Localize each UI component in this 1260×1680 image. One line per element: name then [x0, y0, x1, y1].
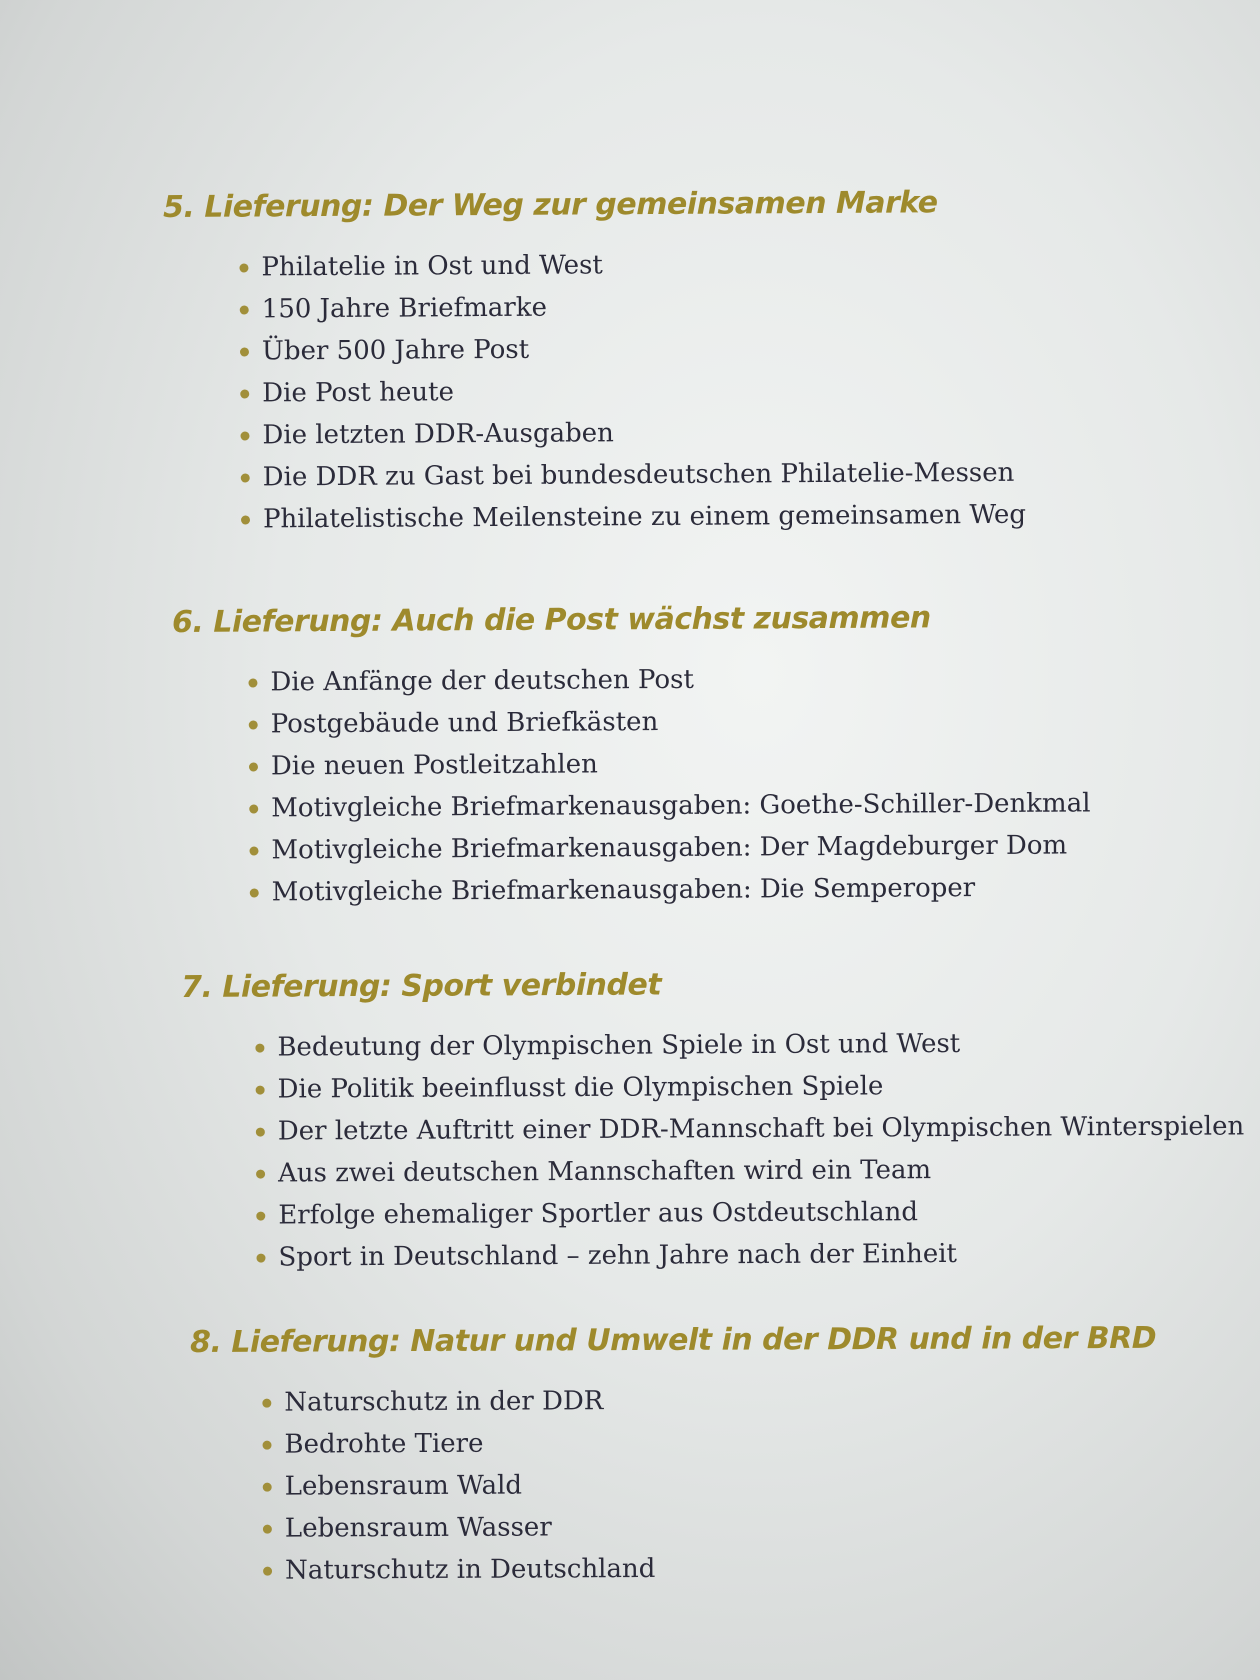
list-item-text: Die neuen Postleitzahlen — [270, 749, 598, 782]
bullet-icon — [241, 515, 250, 524]
list-item-text: Die Anfänge der deutschen Post — [270, 664, 694, 698]
bullet-icon — [240, 431, 249, 440]
bullet-icon — [240, 347, 249, 356]
list-item-text: Philatelistische Meilensteine zu einem gemeinsamen Weg — [262, 499, 1027, 535]
list-item-text: Die DDR zu Gast bei bundesdeutschen Philatelie-Messen — [262, 457, 1015, 493]
section-heading: 8. Lieferung: Natur und Umwelt in der DDR und in der BRD — [190, 1320, 1157, 1360]
bullet-icon — [249, 846, 258, 855]
section-heading: 7. Lieferung: Sport verbindet — [181, 967, 662, 1005]
list-item-text: Motivgleiche Briefmarkenausgaben: Goethe-Schiller-Denkmal — [271, 788, 1091, 824]
item-list — [239, 242, 1026, 541]
list-item — [256, 1189, 1245, 1236]
list-item-text: Über 500 Jahre Post — [261, 334, 530, 367]
list-item — [256, 1063, 1245, 1110]
item-list — [262, 1378, 1157, 1592]
list-item — [249, 782, 1091, 829]
list-item — [263, 1546, 1157, 1592]
section-heading: 6. Lieferung: Auch die Post wächst zusammen — [172, 600, 931, 640]
list-item — [256, 1231, 1245, 1278]
bullet-icon — [262, 1399, 271, 1408]
list-item — [256, 1147, 1245, 1194]
bullet-icon — [240, 389, 249, 398]
bullet-icon — [263, 1525, 272, 1534]
bullet-icon — [255, 1044, 264, 1053]
item-list — [255, 1021, 1245, 1278]
bullet-icon — [241, 473, 250, 482]
list-item-text: Die Politik beeinflusst die Olympischen Spiele — [277, 1071, 884, 1105]
bullet-icon — [263, 1483, 272, 1492]
list-item — [249, 824, 1091, 871]
list-item — [262, 1378, 1156, 1424]
list-item-text: Bedrohte Tiere — [284, 1428, 484, 1460]
list-item-text: Motivgleiche Briefmarkenausgaben: Die Semperoper — [271, 873, 976, 908]
list-item-text: Philatelie in Ost und West — [261, 250, 603, 283]
list-item — [239, 242, 1024, 289]
bullet-icon — [249, 720, 258, 729]
list-item — [263, 1462, 1157, 1508]
list-item — [263, 1504, 1157, 1550]
list-item-text: Aus zwei deutschen Mannschaften wird ein Team — [277, 1155, 932, 1189]
list-item-text: 150 Jahre Briefmarke — [261, 292, 548, 325]
list-item — [249, 740, 1091, 787]
list-item-text: Bedeutung der Olympischen Spiele in Ost und West — [277, 1028, 961, 1063]
list-item — [240, 410, 1025, 457]
section-lieferung-5 — [163, 185, 1026, 541]
list-item — [250, 866, 1092, 913]
list-item-text: Naturschutz in Deutschland — [285, 1553, 656, 1586]
section-lieferung-6 — [172, 599, 1091, 914]
bullet-icon — [256, 1170, 265, 1179]
list-item — [240, 284, 1025, 331]
list-item-text: Naturschutz in der DDR — [284, 1386, 604, 1418]
list-item — [240, 326, 1025, 373]
bullet-icon — [240, 305, 249, 314]
list-item-text: Lebensraum Wasser — [284, 1512, 552, 1544]
list-item — [262, 1420, 1156, 1466]
list-item-text: Die Post heute — [262, 377, 455, 409]
bullet-icon — [248, 678, 257, 687]
list-item-text: Sport in Deutschland – zehn Jahre nach der Einheit — [278, 1238, 958, 1273]
bullet-icon — [256, 1254, 265, 1263]
list-item — [240, 368, 1025, 415]
bullet-icon — [263, 1567, 272, 1576]
item-list — [248, 656, 1091, 913]
list-item-text: Motivgleiche Briefmarkenausgaben: Der Magdeburger Dom — [271, 830, 1068, 866]
bullet-icon — [256, 1086, 265, 1095]
list-item-text: Die letzten DDR-Ausgaben — [262, 418, 614, 451]
section-lieferung-7 — [181, 964, 1245, 1279]
bullet-icon — [249, 762, 258, 771]
list-item — [256, 1105, 1245, 1152]
list-item — [241, 494, 1026, 541]
bullet-icon — [263, 1441, 272, 1450]
list-item-text: Der letzte Auftritt einer DDR-Mannschaft bei Olympischen Winterspielen — [277, 1111, 1245, 1147]
list-item — [248, 656, 1090, 703]
bullet-icon — [256, 1212, 265, 1221]
bullet-icon — [256, 1128, 265, 1137]
list-item-text: Erfolge ehemaliger Sportler aus Ostdeutschland — [278, 1197, 919, 1231]
bullet-icon — [239, 263, 248, 272]
list-item — [249, 698, 1091, 745]
list-item-text: Postgebäude und Briefkästen — [270, 707, 659, 740]
bullet-icon — [249, 804, 258, 813]
list-item-text: Lebensraum Wald — [284, 1470, 523, 1502]
list-item — [241, 452, 1026, 499]
list-item — [255, 1021, 1244, 1068]
section-heading: 5. Lieferung: Der Weg zur gemeinsamen Marke — [163, 185, 938, 225]
bullet-icon — [250, 888, 259, 897]
section-lieferung-8 — [190, 1321, 1157, 1592]
